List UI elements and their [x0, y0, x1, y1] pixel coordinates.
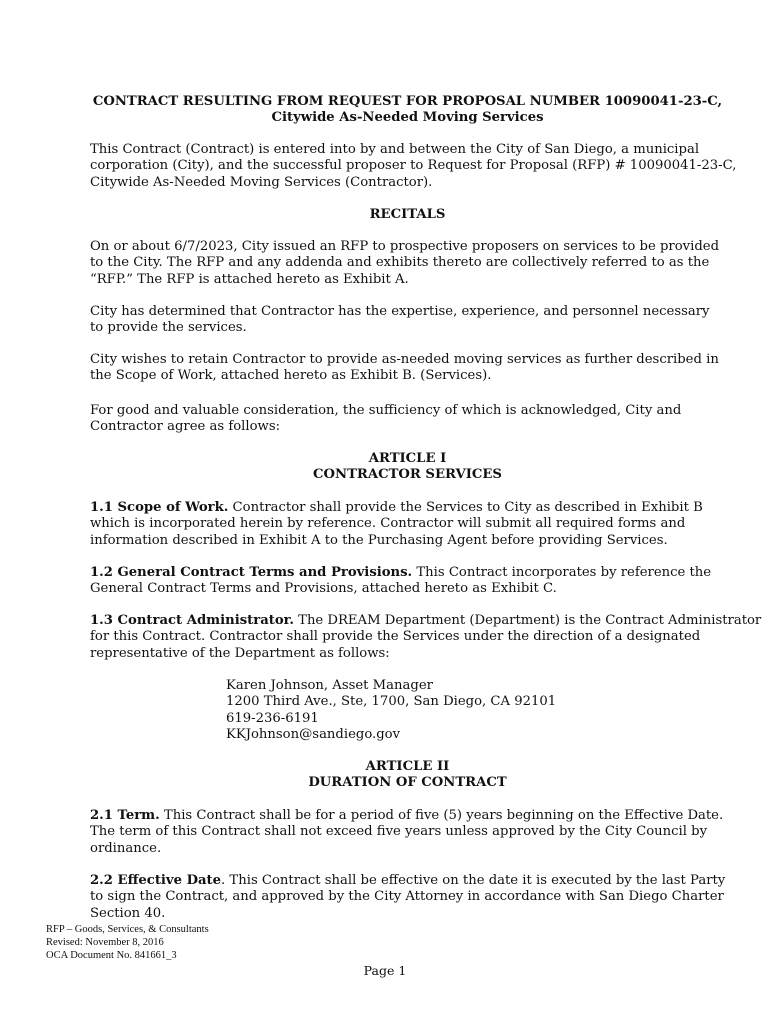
- contact-phone: 619-236-6191: [226, 710, 319, 726]
- article-number: ARTICLE I: [368, 451, 447, 466]
- paragraph-line: which is incorporated herein by reference. Contractor will submit all required forms and: [90, 516, 686, 532]
- paragraph-line: On or about 6/7/2023, City issued an RFP to prospective proposers on services to be provided: [90, 239, 720, 254]
- section-1-1: [90, 500, 710, 549]
- section-label: 1.2 General Contract Terms and Provisions.: [90, 565, 413, 580]
- title-line-1: CONTRACT RESULTING FROM REQUEST FOR PROPOSAL NUMBER 10090041-23-C,: [92, 94, 723, 109]
- intro-line: corporation (City), and the successful proposer to Request for Proposal (RFP) # 10090041-23-C,: [90, 158, 737, 174]
- contact-block: [226, 678, 686, 744]
- paragraph-line: for this Contract. Contractor shall provide the Services under the direction of a designated: [90, 629, 701, 645]
- paragraph-line: information described in Exhibit A to the Purchasing Agent before providing Services.: [90, 532, 668, 548]
- paragraph-line: City has determined that Contractor has the expertise, experience, and personnel necessary: [90, 304, 710, 319]
- paragraph-line: to sign the Contract, and approved by the City Attorney in accordance with San Diego Charter: [90, 889, 724, 905]
- section-label: 1.1 Scope of Work.: [90, 500, 229, 515]
- paragraph-line: Contractor agree as follows:: [90, 419, 281, 435]
- section-1-3: [90, 613, 762, 662]
- footer-line: Revised: November 8, 2016: [46, 937, 164, 948]
- recital-paragraph-2: [90, 304, 710, 337]
- paragraph-line: “RFP.” The RFP is attached hereto as Exhibit A.: [90, 271, 409, 287]
- intro-line: Citywide As-Needed Moving Services (Contractor).: [90, 174, 433, 190]
- paragraph-line: For good and valuable consideration, the sufficiency of which is acknowledged, City and: [90, 403, 682, 418]
- section-2-2: [90, 873, 726, 922]
- paragraph-line: Section 40.: [90, 905, 166, 921]
- paragraph-line: representative of the Department as follows:: [90, 645, 390, 661]
- paragraph-line: This Contract shall be for a period of five (5) years beginning on the Effective Date.: [159, 808, 724, 823]
- section-label: 2.2 Effective Date: [90, 873, 222, 888]
- paragraph-line: The DREAM Department (Department) is the Contract Administrator: [293, 613, 762, 628]
- page-number: Page 1: [363, 963, 407, 978]
- paragraph-line: . This Contract shall be effective on the date it is executed by the last Party: [221, 873, 726, 888]
- title-line-2: Citywide As-Needed Moving Services: [271, 110, 544, 126]
- recital-paragraph-4: [90, 403, 710, 436]
- contact-name: Karen Johnson, Asset Manager: [226, 678, 433, 693]
- paragraph-line: ordinance.: [90, 840, 162, 856]
- paragraph-line: Contractor shall provide the Services to City as described in Exhibit B: [228, 500, 703, 515]
- paragraph-line: General Contract Terms and Provisions, attached hereto as Exhibit C.: [90, 581, 557, 597]
- section-2-1: [90, 808, 724, 857]
- section-label: 2.1 Term.: [90, 808, 160, 823]
- recitals-heading: RECITALS: [369, 207, 446, 222]
- article-number: ARTICLE II: [365, 759, 450, 774]
- paragraph-line: This Contract incorporates by reference the: [412, 565, 712, 580]
- footer-line: OCA Document No. 841661_3: [46, 950, 177, 961]
- section-label: 1.3 Contract Administrator.: [90, 613, 294, 628]
- article-title: CONTRACTOR SERVICES: [313, 467, 502, 483]
- article-title: DURATION OF CONTRACT: [308, 775, 507, 791]
- paragraph-line: City wishes to retain Contractor to provide as-needed moving services as further described in: [90, 352, 719, 367]
- intro-line: This Contract (Contract) is entered into by and between the City of San Diego, a municipal: [90, 142, 700, 157]
- paragraph-line: the Scope of Work, attached hereto as Exhibit B. (Services).: [90, 368, 492, 384]
- article-2-heading: [90, 759, 725, 792]
- intro-paragraph: [90, 142, 737, 191]
- section-1-2: [90, 565, 710, 598]
- article-1-heading: [90, 451, 725, 484]
- paragraph-line: to the City. The RFP and any addenda and exhibits thereto are collectively referred to as the: [90, 255, 710, 271]
- contact-address: 1200 Third Ave., Ste, 1700, San Diego, CA 92101: [226, 694, 557, 710]
- recital-paragraph-3: [90, 352, 719, 385]
- paragraph-line: The term of this Contract shall not exceed five years unless approved by the City Council by: [90, 824, 708, 840]
- paragraph-line: to provide the services.: [90, 320, 247, 336]
- contact-email[interactable]: KKJohnson@sandiego.gov: [226, 727, 401, 743]
- footer-line: RFP – Goods, Services, & Consultants: [46, 924, 209, 935]
- contract-title: [90, 94, 725, 127]
- document-footer: [46, 923, 209, 962]
- recital-paragraph-1: [90, 239, 720, 288]
